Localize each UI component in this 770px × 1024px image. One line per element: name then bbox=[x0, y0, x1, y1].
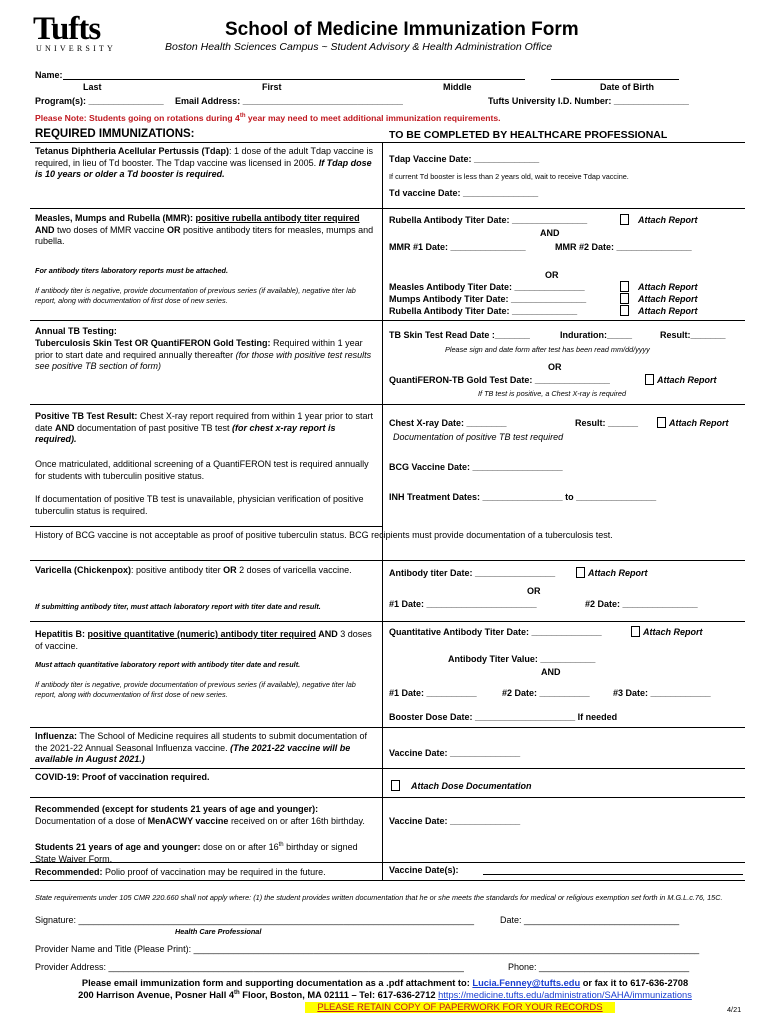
immunizations-url-link[interactable]: https://medicine.tufts.edu/administration/SAHA/immunizations bbox=[438, 990, 692, 1001]
tb-requirement: Tuberculosis Skin Test OR QuantiFERON Gold Testing: Required within 1 year prior to start date and required annually thereafter (for those with positive test results see positive TB section of form) bbox=[35, 338, 372, 371]
bcg-history-note: History of BCG vaccine is not acceptable as proof of positive tuberculin status. BCG recipients must provide documentation of a tuberculosis test. bbox=[35, 530, 613, 540]
quantiferon-annual-note: Once matriculated, additional screening of a QuantiFERON test is required annually for students with tuberculin positive status. bbox=[35, 459, 369, 481]
hepb-negative-note: If antibody titer is negative, provide documentation of previous series (if available), negative titer lab report, along with documentation of first dose of new series. bbox=[35, 680, 356, 699]
provider-phone-field[interactable]: Phone: ______________________________ bbox=[508, 962, 690, 972]
varicella-titer-date[interactable]: Antibody titer Date: ________________ bbox=[389, 568, 556, 578]
tb-or: OR bbox=[548, 362, 562, 372]
varicella-or: OR bbox=[527, 586, 541, 596]
hepb-lab-note: Must attach quantitative laboratory report with antibody titer date and result. bbox=[35, 660, 301, 669]
mmr1-date[interactable]: MMR #1 Date: _______________ bbox=[389, 242, 526, 252]
rubella-titer-date[interactable]: Rubella Antibody Titer Date: _______________ bbox=[389, 215, 588, 225]
mmr-and: AND bbox=[540, 228, 560, 238]
email-link[interactable]: Lucia.Fenney@tufts.edu bbox=[472, 978, 581, 988]
checkbox[interactable] bbox=[576, 567, 585, 578]
state-requirements-note: State requirements under 105 CMR 220.660 shall not apply where: (1) the student provides written documentation that he or she meets the standards for medical or religious exemption set forth in M.G.L.c.76, 15C. bbox=[35, 893, 723, 902]
logo-sub: UNIVERSITY bbox=[36, 44, 116, 53]
tdap-note: If current Td booster is less than 2 years old, wait to receive Tdap vaccine. bbox=[389, 172, 629, 181]
left-column-heading: REQUIRED IMMUNIZATIONS: bbox=[35, 128, 195, 140]
tb-induration[interactable]: Induration:_____ bbox=[560, 330, 633, 340]
checkbox[interactable] bbox=[620, 305, 629, 316]
hepb-quant-titer-date[interactable]: Quantitative Antibody Titer Date: ______________ bbox=[389, 627, 602, 637]
name-last-label: Last bbox=[83, 82, 102, 92]
checkbox[interactable] bbox=[620, 281, 629, 292]
mmr-negative-note: If antibody titer is negative, provide documentation of previous series (if available), negative titer lab report, along with documentation of first dose of new series. bbox=[35, 286, 356, 305]
mmr-or: OR bbox=[545, 270, 559, 280]
hepb-titer-value[interactable]: Antibody Titer Value: ___________ bbox=[448, 654, 596, 664]
hepb-dose2-date[interactable]: #2 Date: __________ bbox=[502, 688, 590, 698]
tb-positive-note: If TB test is positive, a Chest X-ray is required bbox=[478, 389, 627, 398]
varicella-requirement: Varicella (Chickenpox): positive antibody titer OR 2 doses of varicella vaccine. bbox=[35, 565, 352, 575]
hepb-and: AND bbox=[541, 667, 561, 677]
mmr2-date[interactable]: MMR #2 Date: _______________ bbox=[555, 242, 692, 252]
tb-heading: Annual TB Testing: bbox=[35, 326, 117, 336]
dob-label: Date of Birth bbox=[600, 82, 654, 92]
rubella2-titer-date[interactable]: Rubella Antibody Titer Date: _____________ bbox=[389, 306, 578, 316]
right-column-heading: TO BE COMPLETED BY HEALTHCARE PROFESSIONAL bbox=[389, 129, 668, 141]
checkbox[interactable] bbox=[657, 417, 666, 428]
under21-note: Students 21 years of age and younger: dose on or after 16th birthday or signed State Waiver Form. bbox=[35, 842, 358, 864]
provider-address-field[interactable]: Provider Address: _______________________________________________________________________ bbox=[35, 962, 464, 972]
varicella-dose1-date[interactable]: #1 Date: ______________________ bbox=[389, 599, 537, 609]
quantiferon-attach[interactable]: Attach Report bbox=[643, 374, 717, 385]
checkbox[interactable] bbox=[620, 293, 629, 304]
recommended-heading: Recommended (except for students 21 years of age and younger): bbox=[35, 804, 319, 814]
form-title: School of Medicine Immunization Form bbox=[225, 19, 579, 40]
hcp-label: Health Care Professional bbox=[175, 927, 262, 936]
polio-vaccine-dates[interactable]: Vaccine Date(s): bbox=[389, 865, 459, 875]
menacwy-vaccine-date[interactable]: Vaccine Date: ______________ bbox=[389, 816, 521, 826]
physician-verification-note: If documentation of positive TB test is unavailable, physician verification of positive tuberculin status is required. bbox=[35, 494, 364, 516]
name-first-label: First bbox=[262, 82, 282, 92]
hepb-requirement: Hepatitis B: positive quantitative (numeric) antibody titer required AND 3 doses of vaccine. bbox=[35, 629, 372, 651]
measles-titer-date[interactable]: Measles Antibody Titer Date: ______________ bbox=[389, 282, 585, 292]
name-middle-label: Middle bbox=[443, 82, 472, 92]
tb-result[interactable]: Result:_______ bbox=[660, 330, 726, 340]
varicella-attach[interactable]: Attach Report bbox=[574, 567, 648, 578]
rotation-note: Please Note: Students going on rotations during 4th year may need to meet additional immunization requirements. bbox=[35, 113, 501, 123]
chest-xray-attach[interactable]: Attach Report bbox=[655, 417, 729, 428]
positive-tb-requirement: Positive TB Test Result: Chest X-ray report required from within 1 year prior to start date AND documentation of past positive TB test (for chest x-ray report is required). bbox=[35, 411, 373, 444]
form-version: 4/21 bbox=[727, 1005, 742, 1014]
menacwy-note: Documentation of a dose of MenACWY vaccine received on or after 16th birthday. bbox=[35, 816, 365, 826]
influenza-requirement: Influenza: The School of Medicine requires all students to submit documentation of the 2021-22 Annual Seasonal Influenza vaccine. (The 2021-22 vaccine will be available in August 2021.) bbox=[35, 731, 367, 764]
checkbox[interactable] bbox=[391, 780, 400, 791]
tb-skin-read-date[interactable]: TB Skin Test Read Date :_______ bbox=[389, 330, 530, 340]
tdap-vaccine-date[interactable]: Tdap Vaccine Date: _____________ bbox=[389, 154, 540, 164]
form-subtitle: Boston Health Sciences Campus ~ Student Advisory & Health Administration Office bbox=[165, 41, 553, 53]
hepb-booster-date[interactable]: Booster Dose Date: ____________________ If needed bbox=[389, 712, 618, 722]
covid-requirement: COVID-19: Proof of vaccination required. bbox=[35, 772, 210, 782]
measles-attach[interactable]: Attach Report bbox=[618, 281, 698, 292]
inh-treatment-dates[interactable]: INH Treatment Dates: ________________ to ________________ bbox=[389, 492, 657, 502]
influenza-vaccine-date[interactable]: Vaccine Date: ______________ bbox=[389, 748, 521, 758]
hepb-dose3-date[interactable]: #3 Date: ____________ bbox=[613, 688, 711, 698]
logo-word: Tufts bbox=[33, 11, 101, 47]
name-label: Name: bbox=[35, 70, 63, 80]
hepb-attach[interactable]: Attach Report bbox=[629, 626, 703, 637]
programs-field[interactable]: Program(s): _______________ bbox=[35, 96, 164, 106]
rubella2-attach[interactable]: Attach Report bbox=[618, 305, 698, 316]
checkbox[interactable] bbox=[620, 214, 629, 225]
covid-attach[interactable]: Attach Dose Documentation bbox=[389, 780, 532, 791]
td-vaccine-date[interactable]: Td vaccine Date: _______________ bbox=[389, 188, 539, 198]
tb-sign-note: Please sign and date form after test has been read mm/dd/yyyy bbox=[445, 345, 650, 354]
hepb-dose1-date[interactable]: #1 Date: __________ bbox=[389, 688, 477, 698]
varicella-titer-note: If submitting antibody titer, must attach laboratory report with titer date and result. bbox=[35, 602, 321, 611]
tufts-logo bbox=[33, 11, 133, 53]
mmr-titer-note: For antibody titers laboratory reports must be attached. bbox=[35, 266, 228, 275]
tdap-requirement: Tetanus Diphtheria Acellular Pertussis (Tdap): 1 dose of the adult Tdap vaccine is required, in lieu of Td booster. The Tdap vaccine was licensed in 2005. If Tdap dose is 10 years or older a Td booster is required. bbox=[35, 146, 373, 179]
polio-note: Recommended: Polio proof of vaccination may be required in the future. bbox=[35, 867, 326, 877]
submission-instructions: Please email immunization form and supporting documentation as a .pdf attachment to: Lucia.Fenney@tufts.edu or fax it to 617-636-2708 bbox=[81, 978, 689, 988]
quantiferon-date[interactable]: QuantiFERON-TB Gold Test Date: _______________ bbox=[389, 375, 610, 385]
mumps-attach[interactable]: Attach Report bbox=[618, 293, 698, 304]
mumps-titer-date[interactable]: Mumps Antibody Titer Date: _______________ bbox=[389, 294, 587, 304]
varicella-dose2-date[interactable]: #2 Date: _______________ bbox=[585, 599, 698, 609]
signature-field[interactable]: Signature: _______________________________________________________________________________ bbox=[35, 915, 474, 925]
provider-name-field[interactable]: Provider Name and Title (Please Print): _____________________________________________________________________________________________________ bbox=[35, 944, 700, 954]
positive-tb-doc-note: Documentation of positive TB test required bbox=[393, 432, 564, 442]
email-field[interactable]: Email Address: ________________________________ bbox=[175, 96, 403, 106]
mmr-requirement: Measles, Mumps and Rubella (MMR): positive rubella antibody titer required AND two doses of MMR vaccine OR positive antibody titers for measles, mumps and rubella. bbox=[35, 213, 374, 246]
signature-date-field[interactable]: Date: _______________________________ bbox=[500, 915, 680, 925]
retain-copy-banner: PLEASE RETAIN COPY OF PAPERWORK FOR YOUR RECORDS bbox=[305, 1002, 615, 1013]
chest-xray-result[interactable]: Result: ______ bbox=[575, 418, 639, 428]
bcg-vaccine-date[interactable]: BCG Vaccine Date: __________________ bbox=[389, 462, 563, 472]
office-address: 200 Harrison Avenue, Posner Hall 4th Floor, Boston, MA 02111 – Tel: 617-636-2712 https://medicine.tufts.edu/administration/SAHA/immunizations bbox=[78, 990, 692, 1001]
checkbox[interactable] bbox=[631, 626, 640, 637]
id-number-field[interactable]: Tufts University I.D. Number: _______________ bbox=[488, 96, 689, 106]
rubella-attach-report[interactable]: Attach Report bbox=[618, 214, 698, 225]
chest-xray-date[interactable]: Chest X-ray Date: ________ bbox=[389, 418, 507, 428]
checkbox[interactable] bbox=[645, 374, 654, 385]
